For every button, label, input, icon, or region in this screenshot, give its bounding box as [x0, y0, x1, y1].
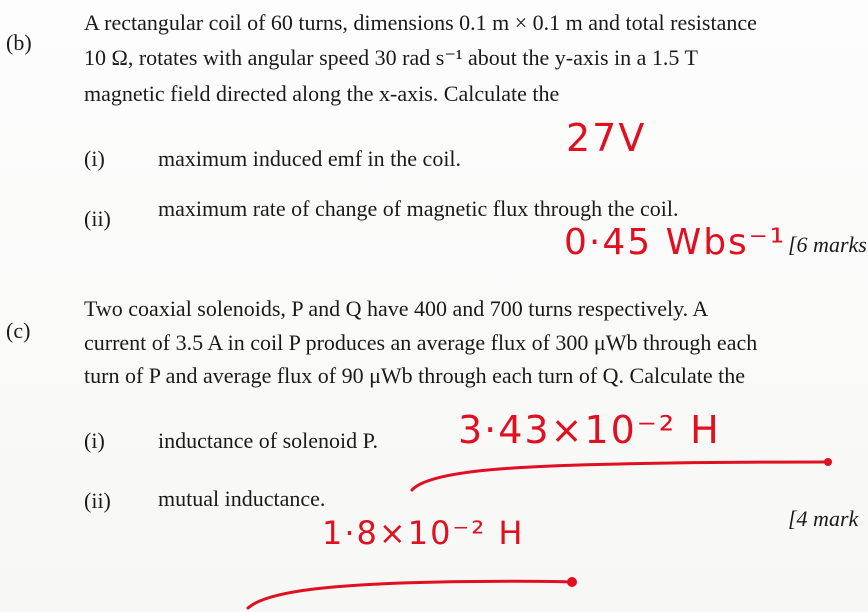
part-b-item-1-number: (i) [84, 146, 105, 171]
part-c-line-3: turn of P and average flux of 90 μWb through each turn of Q. Calculate the [84, 363, 745, 388]
part-b-label: (b) [6, 30, 32, 55]
part-b-item-2-text: maximum rate of change of magnetic flux through the coil. [158, 196, 679, 221]
handwritten-answer-flux-rate: 0·45 Wbs⁻¹ [564, 222, 787, 263]
part-c-item-2-text: mutual inductance. [158, 486, 326, 511]
part-b-item-1-text: maximum induced emf in the coil. [158, 146, 462, 171]
part-c-line-2: current of 3.5 A in coil P produces an average flux of 300 μWb through each [84, 330, 758, 355]
part-b-line-1: A rectangular coil of 60 turns, dimensions 0.1 m × 0.1 m and total resistance [84, 10, 757, 35]
part-b-item-2-number: (ii) [84, 206, 111, 231]
part-c-item-1-text: inductance of solenoid P. [158, 428, 378, 453]
handwritten-answer-mutual-inductance: 1·8×10⁻² H [322, 514, 525, 552]
underline-stroke-mutual [248, 581, 570, 608]
underline-stroke-inductance [412, 462, 826, 490]
part-c-item-1-number: (i) [84, 428, 105, 453]
handwritten-answer-emf: 27V [566, 116, 647, 160]
part-b-marks: [6 marks [788, 232, 867, 257]
handwritten-answer-inductance-p: 3·43×10⁻² H [458, 408, 721, 452]
part-c-marks: [4 mark [788, 506, 859, 531]
part-c-item-2-number: (ii) [84, 488, 111, 513]
part-b-line-3: magnetic field directed along the x-axis. Calculate the [84, 81, 560, 106]
stroke-end-dot-mutual [567, 577, 577, 587]
part-b-line-2: 10 Ω, rotates with angular speed 30 rad s⁻¹ about the y-axis in a 1.5 T [84, 45, 698, 70]
part-c-label: (c) [6, 318, 31, 343]
part-c-line-1: Two coaxial solenoids, P and Q have 400 and 700 turns respectively. A [84, 296, 709, 321]
stroke-end-dot-inductance [824, 458, 832, 466]
